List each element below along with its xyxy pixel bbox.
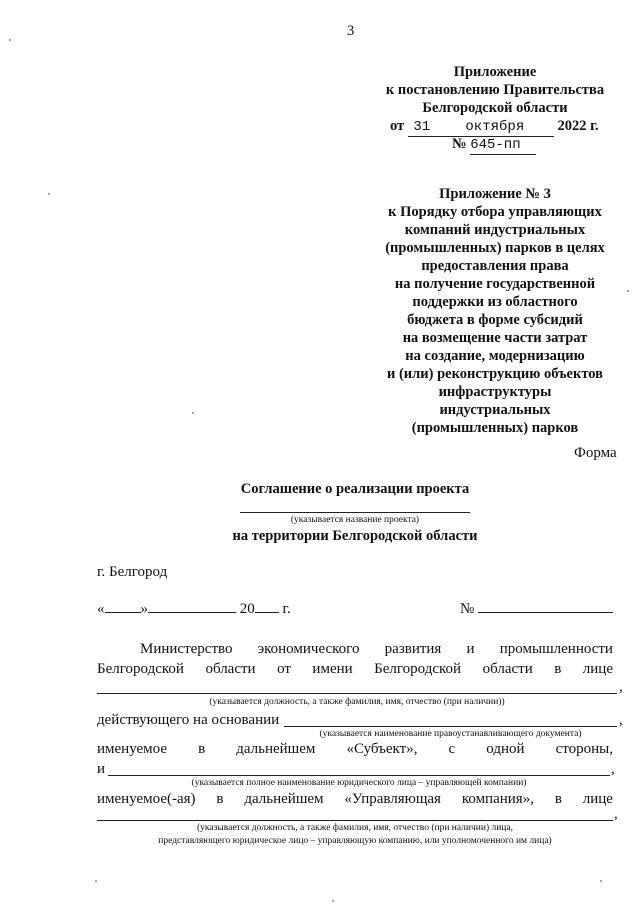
date-prefix: от bbox=[390, 118, 405, 134]
project-name-field[interactable] bbox=[240, 512, 470, 513]
appendix-line: (промышленных) парков в целях bbox=[385, 240, 605, 256]
number-field bbox=[470, 135, 536, 155]
word: лице bbox=[582, 661, 613, 677]
agreement-title: Соглашение о реализации проекта bbox=[240, 481, 470, 497]
company-name-field[interactable] bbox=[108, 775, 610, 776]
appendix-line: к Порядку отбора управляющих bbox=[388, 204, 602, 220]
word: в bbox=[216, 791, 224, 807]
year-prefix: 20 bbox=[239, 601, 255, 617]
header-line-3: Белгородской области bbox=[422, 100, 568, 116]
comma: , bbox=[611, 761, 615, 777]
representative-field[interactable] bbox=[97, 820, 613, 821]
word: дальнейшем bbox=[244, 791, 324, 807]
date-month-field bbox=[436, 117, 554, 137]
year-suffix: г. bbox=[282, 601, 291, 617]
word: экономического bbox=[257, 641, 360, 657]
word: и bbox=[466, 641, 475, 657]
representative-hint-2: представляющего юридическое лицо – управляющую компанию, или уполномоченного им лица) bbox=[158, 836, 552, 846]
word: области bbox=[482, 661, 533, 677]
agreement-date bbox=[97, 598, 291, 618]
number-label: № bbox=[460, 601, 475, 617]
word: Белгородской bbox=[97, 661, 184, 677]
word: Белгородской bbox=[374, 661, 462, 677]
body-line-3 bbox=[97, 740, 613, 758]
word: от bbox=[277, 661, 291, 677]
appendix-line: Приложение № 3 bbox=[439, 186, 551, 202]
scan-speck bbox=[9, 39, 11, 41]
body-line-4 bbox=[97, 790, 613, 808]
header-title: Приложение bbox=[453, 64, 537, 80]
scan-speck bbox=[95, 880, 97, 882]
scan-speck bbox=[192, 412, 194, 414]
appendix-block bbox=[370, 185, 620, 437]
word: области bbox=[205, 661, 256, 677]
word: в bbox=[554, 791, 562, 807]
acting-basis-label: действующего на основании bbox=[97, 712, 280, 728]
body-line-1 bbox=[140, 640, 613, 658]
number-value: 645-пп bbox=[470, 137, 521, 153]
header-line-2: к постановлению Правительства bbox=[385, 82, 605, 98]
number-prefix: № bbox=[452, 136, 467, 152]
scan-speck bbox=[48, 193, 50, 195]
appendix-line: на получение государственной bbox=[394, 276, 596, 292]
appendix-line: бюджета в форме субсидий bbox=[407, 312, 583, 328]
word: дальнейшем bbox=[236, 741, 316, 757]
word: имени bbox=[312, 661, 353, 677]
agreement-subtitle: на территории Белгородской области bbox=[232, 528, 478, 544]
basis-document-field[interactable] bbox=[284, 726, 617, 727]
date-month: октября bbox=[465, 119, 525, 135]
appendix-line: инфраструктуры bbox=[438, 384, 552, 400]
word: в bbox=[198, 741, 206, 757]
date-day: 31 bbox=[413, 119, 431, 135]
appendix-line: поддержки из областного bbox=[412, 294, 578, 310]
word: промышленности bbox=[499, 641, 613, 657]
appendix-line: и (или) реконструкцию объектов bbox=[386, 366, 604, 382]
form-label: Форма bbox=[574, 445, 617, 461]
scan-speck bbox=[600, 880, 602, 882]
and-word: и bbox=[97, 761, 106, 777]
document-hint: (указывается наименование правоустанавливающего документа) bbox=[319, 729, 582, 739]
page-number: 3 bbox=[347, 23, 355, 39]
comma: , bbox=[614, 806, 618, 822]
city: г. Белгород bbox=[97, 564, 168, 580]
word: компания», bbox=[461, 791, 534, 807]
body-line-2 bbox=[97, 660, 613, 678]
word: «Субъект», bbox=[346, 741, 418, 757]
header-date-line bbox=[390, 117, 599, 137]
project-name-hint: (указывается название проекта) bbox=[290, 515, 420, 525]
word: одной bbox=[486, 741, 525, 757]
word: в bbox=[554, 661, 562, 677]
comma: , bbox=[619, 712, 623, 728]
scan-speck bbox=[332, 900, 334, 902]
word: развития bbox=[384, 641, 442, 657]
year-field[interactable] bbox=[255, 598, 279, 613]
scan-speck bbox=[627, 290, 629, 292]
number-input-field[interactable] bbox=[478, 598, 613, 613]
word: Министерство bbox=[140, 641, 233, 657]
date-day-field bbox=[408, 117, 436, 137]
position-hint: (указывается должность, а также фамилия, имя, отчество (при наличии)) bbox=[209, 697, 505, 707]
word: именуемое(-ая) bbox=[97, 791, 196, 807]
agreement-number bbox=[460, 598, 613, 618]
word: именуемое bbox=[97, 741, 167, 757]
appendix-line: на возмещение части затрат bbox=[402, 330, 588, 346]
date-close-quote: » bbox=[140, 601, 148, 617]
word: «Управляющая bbox=[344, 791, 441, 807]
day-field[interactable] bbox=[105, 598, 141, 613]
appendix-line: на создание, модернизацию bbox=[405, 348, 585, 364]
appendix-line: индустриальных bbox=[439, 402, 551, 418]
position-field[interactable] bbox=[97, 693, 617, 694]
company-hint: (указывается полное наименование юридического лица – управляющей компании) bbox=[191, 778, 527, 788]
appendix-line: компаний индустриальных bbox=[404, 222, 586, 238]
word: лице bbox=[582, 791, 613, 807]
date-year: 2022 г. bbox=[557, 118, 599, 134]
header-number-line bbox=[452, 135, 536, 155]
word: стороны, bbox=[555, 741, 613, 757]
date-open-quote: « bbox=[97, 601, 105, 617]
word: с bbox=[448, 741, 456, 757]
representative-hint-1: (указывается должность, а также фамилия, имя, отчество (при наличии) лица, bbox=[197, 823, 513, 833]
month-field[interactable] bbox=[148, 598, 236, 613]
comma: , bbox=[619, 679, 623, 695]
appendix-line: (промышленных) парков bbox=[411, 420, 579, 436]
appendix-line: предоставления права bbox=[421, 258, 569, 274]
